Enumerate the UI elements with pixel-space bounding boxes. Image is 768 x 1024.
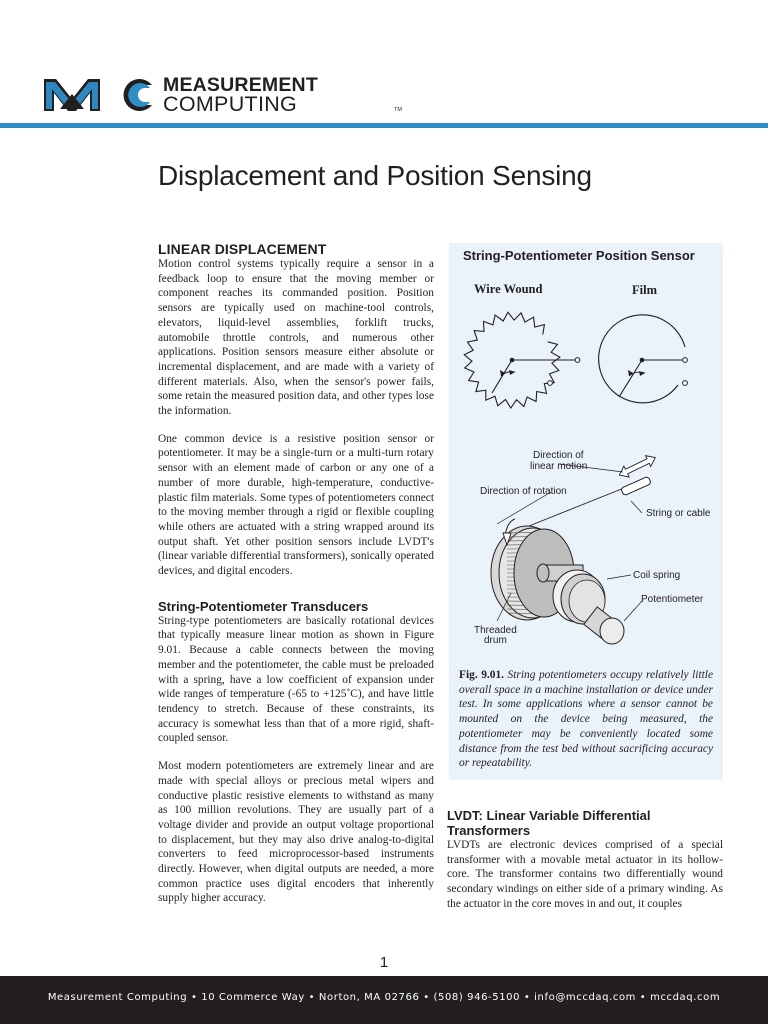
section-heading-lvdt: LVDT: Linear Variable Differential Transformers bbox=[447, 808, 651, 838]
paragraph: String-type potentiometers are basically rotational devices that typically measure linear motion as shown in Figure 9.01. Because a cable connects between the moving member and the potentiometer, the cable must be preloaded with a spring, have a low coefficient of expansion under wide ranges of temperature (-65 to +125˚C), and have little tendency to stretch. Because of these constraints, its accuracy is somewhat less than that of a more rigid, shaft-coupled sensor. bbox=[158, 614, 434, 745]
header-rule bbox=[0, 123, 768, 128]
label-direction-linear-1: Direction of bbox=[533, 450, 584, 461]
right-column bbox=[447, 808, 723, 912]
label-threaded: Threaded bbox=[474, 625, 517, 636]
label-potentiometer: Potentiometer bbox=[641, 594, 704, 605]
company-logo bbox=[44, 74, 402, 116]
left-column bbox=[158, 241, 434, 906]
trademark: TM bbox=[394, 107, 402, 113]
label-string-cable: String or cable bbox=[646, 508, 711, 519]
label-drum: drum bbox=[484, 635, 507, 646]
label-wire-wound: Wire Wound bbox=[474, 282, 543, 296]
section-heading-string-pot: String-Potentiometer Transducers bbox=[158, 598, 369, 614]
page-title: Displacement and Position Sensing bbox=[158, 160, 592, 191]
label-film: Film bbox=[632, 283, 657, 297]
figure-number: Fig. 9.01. bbox=[459, 669, 504, 681]
drum-assembly-illustration bbox=[491, 452, 658, 644]
film-element-icon bbox=[599, 315, 688, 403]
paragraph: LVDTs are electronic devices comprised of a special transformer with a movable metal actuator in its hollow-core. The transformer contains two differentially wound secondary windings on either side of a primary winding. As the actuator in the core moves in and out, it couples bbox=[447, 839, 723, 910]
figure-panel bbox=[449, 243, 723, 780]
section-heading-linear-displacement: LINEAR DISPLACEMENT bbox=[158, 241, 327, 257]
figure-caption bbox=[459, 668, 713, 771]
wire-wound-element-icon bbox=[464, 312, 580, 408]
mc-logo-mark-icon bbox=[44, 79, 156, 111]
figure-title: String-Potentiometer Position Sensor bbox=[463, 248, 695, 263]
label-direction-linear-2: linear motion bbox=[530, 461, 588, 472]
brand-line-1: MEASUREMENT bbox=[163, 74, 318, 96]
footer-bar bbox=[0, 976, 768, 1024]
string-potentiometer-diagram bbox=[449, 243, 723, 663]
brand-line-2: COMPUTING bbox=[163, 92, 298, 116]
paragraph: One common device is a resistive position sensor or potentiometer. It may be a single-turn or a multi-turn rotary sensor with an element made of carbon or any one of a number of more durable, high-temperature, conductive-plastic film materials. Some types of potentiometers connect to the moving member through a rigid or flexible coupling while others are actuated with a string wrapped around its output shaft. Yet other position sensors include LVDT's (linear variable differential transformers), sonically operated devices, and digital encoders. bbox=[158, 432, 434, 578]
paragraph: Most modern potentiometers are extremely linear and are made with special alloys or precious metal wipers and conductive plastic resistive elements to withstand as many as 100 million revolutions. They are usually part of a voltage divider and provide an output voltage proportional to displacement, but they may also drive analog-to-digital converters to feed microprocessor-based instruments directly. However, when digital outputs are needed, a more common practice uses digital encoders that inherently supply higher accuracy. bbox=[158, 760, 434, 905]
label-coil-spring: Coil spring bbox=[633, 570, 681, 581]
footer-contact: Measurement Computing • 10 Commerce Way • Norton, MA 02766 • (508) 946-5100 • info@mccdaq.com • mccdaq.com bbox=[47, 992, 721, 1003]
label-direction-rotation: Direction of rotation bbox=[480, 486, 567, 497]
figure-caption-text: String potentiometers occupy relatively little overall space in a machine installation or device under test. In some applications where a sensor cannot be mounted on the device being measured, the potentiometer may be conveniently located some distance from the test bed without sacrificing accuracy or repeatability. bbox=[459, 669, 713, 770]
page-number: 1 bbox=[379, 954, 389, 971]
paragraph: Motion control systems typically require a sensor in a feedback loop to ensure that the moving member or component reaches its commanded position. Position sensors are typically used on machine-tool controls, elevators, liquid-level assemblies, forklift trucks, automobile throttle controls, and numerous other applications. Position sensors measure either absolute or incremental displacement, and are made with a variety of different materials. Also, when the sensor's power fails, some retain the measured position data, and other types lose the information. bbox=[158, 258, 434, 418]
